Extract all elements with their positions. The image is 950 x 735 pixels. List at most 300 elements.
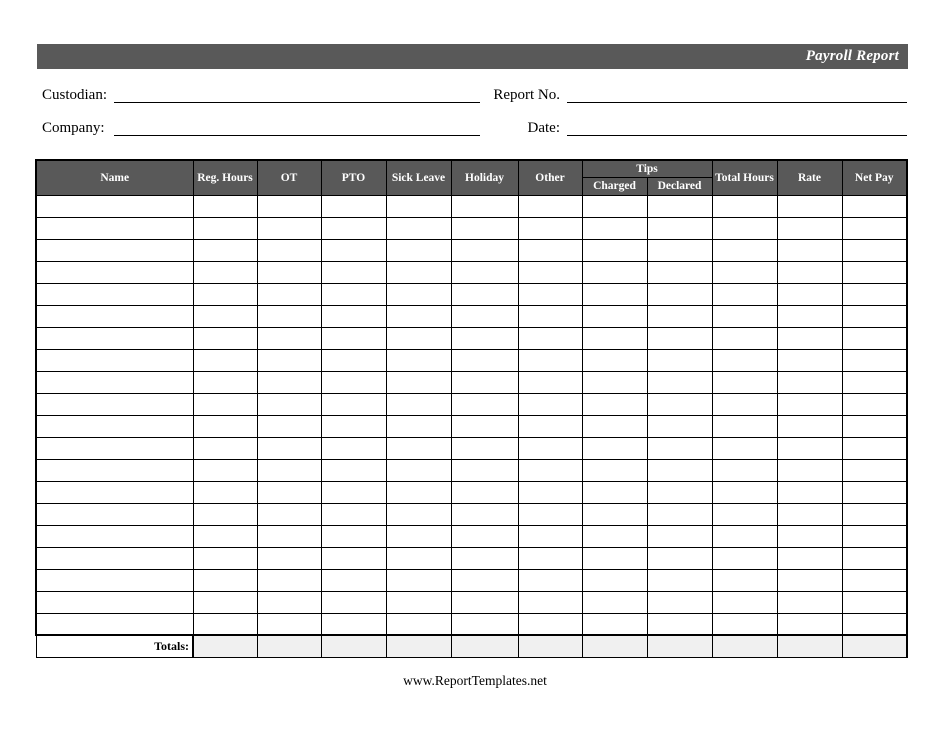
- cell-value[interactable]: [321, 217, 386, 239]
- cell-name[interactable]: [36, 525, 193, 547]
- cell-value[interactable]: [193, 503, 257, 525]
- cell-value[interactable]: [842, 349, 907, 371]
- cell-value[interactable]: [451, 459, 518, 481]
- cell-value[interactable]: [257, 261, 321, 283]
- cell-value[interactable]: [777, 195, 842, 217]
- cell-value[interactable]: [257, 525, 321, 547]
- cell-value[interactable]: [321, 371, 386, 393]
- cell-value[interactable]: [257, 349, 321, 371]
- cell-value[interactable]: [842, 569, 907, 591]
- cell-value[interactable]: [842, 239, 907, 261]
- cell-value[interactable]: [842, 481, 907, 503]
- cell-value[interactable]: [257, 613, 321, 635]
- table-row: [36, 305, 907, 327]
- payroll-table-header: [36, 160, 907, 195]
- totals-label: Totals:: [36, 635, 193, 657]
- table-row: [36, 591, 907, 613]
- cell-name[interactable]: [36, 591, 193, 613]
- cell-value[interactable]: [518, 415, 582, 437]
- cell-value[interactable]: [193, 327, 257, 349]
- cell-value[interactable]: [386, 217, 451, 239]
- table-row: [36, 437, 907, 459]
- cell-value[interactable]: [193, 547, 257, 569]
- cell-value[interactable]: [518, 217, 582, 239]
- cell-value[interactable]: [451, 415, 518, 437]
- cell-value[interactable]: [647, 239, 712, 261]
- cell-value[interactable]: [386, 437, 451, 459]
- cell-value[interactable]: [257, 239, 321, 261]
- cell-value[interactable]: [257, 437, 321, 459]
- cell-value[interactable]: [193, 569, 257, 591]
- column-header-sick-leave: Sick Leave: [386, 160, 451, 195]
- cell-value[interactable]: [386, 525, 451, 547]
- cell-value[interactable]: [777, 481, 842, 503]
- cell-name[interactable]: [36, 195, 193, 217]
- cell-value[interactable]: [518, 613, 582, 635]
- cell-value[interactable]: [842, 547, 907, 569]
- cell-value[interactable]: [842, 195, 907, 217]
- cell-value[interactable]: [518, 459, 582, 481]
- cell-value[interactable]: [842, 283, 907, 305]
- cell-value[interactable]: [257, 283, 321, 305]
- cell-value[interactable]: [257, 327, 321, 349]
- totals-cell[interactable]: [647, 635, 712, 657]
- cell-value[interactable]: [451, 393, 518, 415]
- totals-cell[interactable]: [193, 635, 257, 657]
- cell-value[interactable]: [777, 349, 842, 371]
- cell-value[interactable]: [647, 503, 712, 525]
- cell-value[interactable]: [257, 569, 321, 591]
- cell-value[interactable]: [518, 547, 582, 569]
- cell-value[interactable]: [386, 481, 451, 503]
- cell-value[interactable]: [321, 261, 386, 283]
- column-header-tips-charged: Charged: [582, 178, 647, 195]
- report-no-label: Report No.: [493, 87, 560, 103]
- cell-value[interactable]: [193, 195, 257, 217]
- cell-value[interactable]: [777, 261, 842, 283]
- table-row: [36, 371, 907, 393]
- cell-value[interactable]: [193, 613, 257, 635]
- cell-value[interactable]: [582, 415, 647, 437]
- table-row: [36, 393, 907, 415]
- cell-value[interactable]: [777, 371, 842, 393]
- cell-value[interactable]: [582, 349, 647, 371]
- cell-value[interactable]: [712, 239, 777, 261]
- table-row: [36, 327, 907, 349]
- cell-value[interactable]: [777, 459, 842, 481]
- cell-value[interactable]: [193, 591, 257, 613]
- cell-value[interactable]: [647, 261, 712, 283]
- cell-value[interactable]: [451, 261, 518, 283]
- cell-value[interactable]: [518, 239, 582, 261]
- table-row: [36, 217, 907, 239]
- cell-value[interactable]: [582, 591, 647, 613]
- cell-value[interactable]: [582, 525, 647, 547]
- cell-value[interactable]: [582, 613, 647, 635]
- column-header-ot: OT: [257, 160, 321, 195]
- cell-value[interactable]: [582, 569, 647, 591]
- cell-value[interactable]: [777, 327, 842, 349]
- table-row: [36, 503, 907, 525]
- cell-value[interactable]: [451, 481, 518, 503]
- cell-value[interactable]: [321, 481, 386, 503]
- cell-value[interactable]: [386, 503, 451, 525]
- table-row: [36, 239, 907, 261]
- cell-value[interactable]: [712, 305, 777, 327]
- cell-value[interactable]: [712, 371, 777, 393]
- cell-value[interactable]: [582, 327, 647, 349]
- cell-value[interactable]: [842, 371, 907, 393]
- cell-value[interactable]: [647, 481, 712, 503]
- cell-value[interactable]: [842, 591, 907, 613]
- cell-value[interactable]: [257, 459, 321, 481]
- cell-value[interactable]: [712, 525, 777, 547]
- cell-value[interactable]: [451, 327, 518, 349]
- cell-value[interactable]: [647, 591, 712, 613]
- cell-value[interactable]: [257, 481, 321, 503]
- table-row: [36, 261, 907, 283]
- cell-value[interactable]: [193, 239, 257, 261]
- cell-value[interactable]: [518, 503, 582, 525]
- cell-value[interactable]: [386, 305, 451, 327]
- totals-cell[interactable]: [451, 635, 518, 657]
- cell-value[interactable]: [321, 459, 386, 481]
- column-header-holiday: Holiday: [451, 160, 518, 195]
- table-row: [36, 349, 907, 371]
- cell-value[interactable]: [451, 503, 518, 525]
- cell-name[interactable]: [36, 327, 193, 349]
- cell-value[interactable]: [647, 217, 712, 239]
- cell-value[interactable]: [647, 305, 712, 327]
- cell-value[interactable]: [647, 613, 712, 635]
- cell-value[interactable]: [386, 613, 451, 635]
- totals-cell[interactable]: [257, 635, 321, 657]
- cell-value[interactable]: [193, 525, 257, 547]
- cell-value[interactable]: [647, 547, 712, 569]
- cell-value[interactable]: [712, 613, 777, 635]
- cell-value[interactable]: [712, 261, 777, 283]
- payroll-table: [35, 159, 908, 658]
- cell-value[interactable]: [647, 415, 712, 437]
- cell-value[interactable]: [647, 327, 712, 349]
- cell-value[interactable]: [842, 393, 907, 415]
- cell-value[interactable]: [451, 371, 518, 393]
- cell-value[interactable]: [712, 547, 777, 569]
- cell-value[interactable]: [321, 305, 386, 327]
- cell-value[interactable]: [712, 569, 777, 591]
- cell-value[interactable]: [777, 525, 842, 547]
- cell-value[interactable]: [451, 525, 518, 547]
- cell-value[interactable]: [451, 305, 518, 327]
- cell-value[interactable]: [842, 261, 907, 283]
- totals-cell[interactable]: [386, 635, 451, 657]
- table-row: [36, 195, 907, 217]
- cell-value[interactable]: [777, 239, 842, 261]
- cell-value[interactable]: [257, 371, 321, 393]
- cell-value[interactable]: [712, 481, 777, 503]
- cell-value[interactable]: [193, 459, 257, 481]
- payroll-table-body: [36, 195, 907, 635]
- cell-value[interactable]: [386, 195, 451, 217]
- cell-value[interactable]: [582, 393, 647, 415]
- cell-value[interactable]: [647, 525, 712, 547]
- cell-value[interactable]: [647, 459, 712, 481]
- table-row: [36, 525, 907, 547]
- date-field-line[interactable]: [567, 119, 907, 136]
- cell-value[interactable]: [518, 437, 582, 459]
- cell-value[interactable]: [518, 195, 582, 217]
- cell-value[interactable]: [518, 283, 582, 305]
- cell-name[interactable]: [36, 503, 193, 525]
- cell-value[interactable]: [842, 305, 907, 327]
- cell-value[interactable]: [712, 217, 777, 239]
- cell-name[interactable]: [36, 239, 193, 261]
- cell-value[interactable]: [647, 195, 712, 217]
- cell-value[interactable]: [193, 437, 257, 459]
- cell-value[interactable]: [712, 195, 777, 217]
- cell-value[interactable]: [712, 459, 777, 481]
- cell-value[interactable]: [386, 459, 451, 481]
- table-row: [36, 481, 907, 503]
- table-row: [36, 459, 907, 481]
- cell-value[interactable]: [451, 283, 518, 305]
- cell-value[interactable]: [842, 217, 907, 239]
- company-field-line[interactable]: [114, 119, 480, 136]
- column-header-reg-hours: Reg. Hours: [193, 160, 257, 195]
- cell-value[interactable]: [193, 283, 257, 305]
- cell-value[interactable]: [321, 349, 386, 371]
- cell-name[interactable]: [36, 261, 193, 283]
- cell-value[interactable]: [257, 503, 321, 525]
- cell-value[interactable]: [451, 239, 518, 261]
- cell-value[interactable]: [712, 327, 777, 349]
- cell-value[interactable]: [582, 547, 647, 569]
- cell-name[interactable]: [36, 613, 193, 635]
- custodian-label: Custodian:: [42, 87, 108, 103]
- cell-value[interactable]: [842, 459, 907, 481]
- cell-value[interactable]: [386, 261, 451, 283]
- table-row: [36, 569, 907, 591]
- cell-value[interactable]: [712, 415, 777, 437]
- cell-value[interactable]: [518, 525, 582, 547]
- cell-value[interactable]: [321, 239, 386, 261]
- cell-value[interactable]: [582, 503, 647, 525]
- table-row: [36, 547, 907, 569]
- cell-value[interactable]: [518, 305, 582, 327]
- cell-value[interactable]: [257, 547, 321, 569]
- cell-value[interactable]: [582, 239, 647, 261]
- cell-value[interactable]: [193, 305, 257, 327]
- cell-value[interactable]: [321, 437, 386, 459]
- cell-value[interactable]: [321, 283, 386, 305]
- company-label: Company:: [42, 120, 105, 136]
- date-label: Date:: [527, 120, 560, 136]
- cell-value[interactable]: [193, 349, 257, 371]
- cell-value[interactable]: [193, 371, 257, 393]
- cell-value[interactable]: [321, 327, 386, 349]
- cell-value[interactable]: [647, 437, 712, 459]
- cell-name[interactable]: [36, 481, 193, 503]
- table-row: [36, 613, 907, 635]
- report-no-field-line[interactable]: [567, 86, 907, 103]
- cell-name[interactable]: [36, 415, 193, 437]
- cell-value[interactable]: [647, 393, 712, 415]
- cell-name[interactable]: [36, 349, 193, 371]
- table-row: [36, 415, 907, 437]
- cell-value[interactable]: [257, 591, 321, 613]
- cell-value[interactable]: [712, 591, 777, 613]
- cell-value[interactable]: [842, 415, 907, 437]
- cell-value[interactable]: [647, 569, 712, 591]
- cell-value[interactable]: [777, 503, 842, 525]
- cell-value[interactable]: [193, 393, 257, 415]
- table-row: [36, 283, 907, 305]
- cell-value[interactable]: [647, 371, 712, 393]
- cell-value[interactable]: [582, 481, 647, 503]
- cell-value[interactable]: [582, 371, 647, 393]
- cell-value[interactable]: [712, 503, 777, 525]
- cell-value[interactable]: [842, 613, 907, 635]
- cell-value[interactable]: [386, 393, 451, 415]
- cell-value[interactable]: [193, 481, 257, 503]
- cell-value[interactable]: [451, 437, 518, 459]
- cell-value[interactable]: [777, 283, 842, 305]
- cell-value[interactable]: [777, 415, 842, 437]
- cell-value[interactable]: [321, 525, 386, 547]
- totals-row: [36, 635, 907, 657]
- cell-value[interactable]: [777, 305, 842, 327]
- cell-value[interactable]: [518, 327, 582, 349]
- cell-value[interactable]: [777, 613, 842, 635]
- cell-name[interactable]: [36, 437, 193, 459]
- column-header-name: Name: [36, 160, 193, 195]
- cell-value[interactable]: [321, 569, 386, 591]
- cell-value[interactable]: [193, 415, 257, 437]
- cell-value[interactable]: [257, 217, 321, 239]
- cell-value[interactable]: [842, 327, 907, 349]
- cell-value[interactable]: [386, 591, 451, 613]
- cell-value[interactable]: [777, 569, 842, 591]
- cell-value[interactable]: [321, 503, 386, 525]
- cell-value[interactable]: [647, 349, 712, 371]
- cell-value[interactable]: [842, 437, 907, 459]
- totals-cell[interactable]: [712, 635, 777, 657]
- cell-value[interactable]: [777, 547, 842, 569]
- cell-name[interactable]: [36, 371, 193, 393]
- cell-value[interactable]: [518, 393, 582, 415]
- column-header-net-pay: Net Pay: [842, 160, 907, 195]
- cell-value[interactable]: [582, 437, 647, 459]
- cell-value[interactable]: [386, 327, 451, 349]
- cell-value[interactable]: [386, 371, 451, 393]
- cell-name[interactable]: [36, 283, 193, 305]
- payroll-table-footer: [36, 635, 907, 657]
- cell-value[interactable]: [451, 195, 518, 217]
- cell-value[interactable]: [712, 283, 777, 305]
- column-header-rate: Rate: [777, 160, 842, 195]
- report-title-bar: [37, 44, 908, 69]
- cell-value[interactable]: [321, 613, 386, 635]
- cell-value[interactable]: [257, 195, 321, 217]
- cell-value[interactable]: [582, 195, 647, 217]
- cell-value[interactable]: [842, 503, 907, 525]
- cell-value[interactable]: [451, 569, 518, 591]
- cell-value[interactable]: [712, 349, 777, 371]
- column-header-pto: PTO: [321, 160, 386, 195]
- totals-cell[interactable]: [518, 635, 582, 657]
- cell-value[interactable]: [582, 261, 647, 283]
- cell-value[interactable]: [451, 547, 518, 569]
- column-header-total-hours: Total Hours: [712, 160, 777, 195]
- cell-value[interactable]: [582, 283, 647, 305]
- cell-value[interactable]: [321, 393, 386, 415]
- cell-value[interactable]: [712, 393, 777, 415]
- custodian-field-line[interactable]: [114, 86, 480, 103]
- column-group-header-tips: Tips: [582, 160, 712, 178]
- totals-cell[interactable]: [842, 635, 907, 657]
- cell-name[interactable]: [36, 547, 193, 569]
- totals-cell[interactable]: [321, 635, 386, 657]
- cell-value[interactable]: [582, 459, 647, 481]
- cell-value[interactable]: [777, 393, 842, 415]
- cell-value[interactable]: [321, 415, 386, 437]
- cell-value[interactable]: [257, 415, 321, 437]
- cell-value[interactable]: [386, 569, 451, 591]
- cell-value[interactable]: [257, 393, 321, 415]
- cell-value[interactable]: [777, 437, 842, 459]
- cell-value[interactable]: [518, 261, 582, 283]
- cell-value[interactable]: [451, 613, 518, 635]
- cell-value[interactable]: [842, 525, 907, 547]
- column-header-tips-declared: Declared: [647, 178, 712, 195]
- cell-value[interactable]: [386, 547, 451, 569]
- cell-value[interactable]: [257, 305, 321, 327]
- cell-value[interactable]: [451, 217, 518, 239]
- cell-name[interactable]: [36, 459, 193, 481]
- cell-value[interactable]: [777, 591, 842, 613]
- cell-value[interactable]: [518, 349, 582, 371]
- footer-url: www.ReportTemplates.net: [403, 673, 547, 688]
- cell-name[interactable]: [36, 569, 193, 591]
- cell-value[interactable]: [647, 283, 712, 305]
- cell-value[interactable]: [582, 305, 647, 327]
- cell-value[interactable]: [712, 437, 777, 459]
- cell-value[interactable]: [518, 569, 582, 591]
- cell-name[interactable]: [36, 393, 193, 415]
- cell-value[interactable]: [193, 217, 257, 239]
- cell-value[interactable]: [582, 217, 647, 239]
- cell-value[interactable]: [386, 349, 451, 371]
- cell-value[interactable]: [451, 591, 518, 613]
- cell-value[interactable]: [321, 591, 386, 613]
- cell-value[interactable]: [321, 547, 386, 569]
- cell-name[interactable]: [36, 217, 193, 239]
- cell-value[interactable]: [321, 195, 386, 217]
- cell-value[interactable]: [518, 371, 582, 393]
- totals-cell[interactable]: [582, 635, 647, 657]
- cell-value[interactable]: [386, 415, 451, 437]
- cell-value[interactable]: [777, 217, 842, 239]
- column-header-other: Other: [518, 160, 582, 195]
- cell-value[interactable]: [386, 283, 451, 305]
- cell-name[interactable]: [36, 305, 193, 327]
- totals-cell[interactable]: [777, 635, 842, 657]
- cell-value[interactable]: [518, 591, 582, 613]
- cell-value[interactable]: [386, 239, 451, 261]
- cell-value[interactable]: [518, 481, 582, 503]
- cell-value[interactable]: [193, 261, 257, 283]
- cell-value[interactable]: [451, 349, 518, 371]
